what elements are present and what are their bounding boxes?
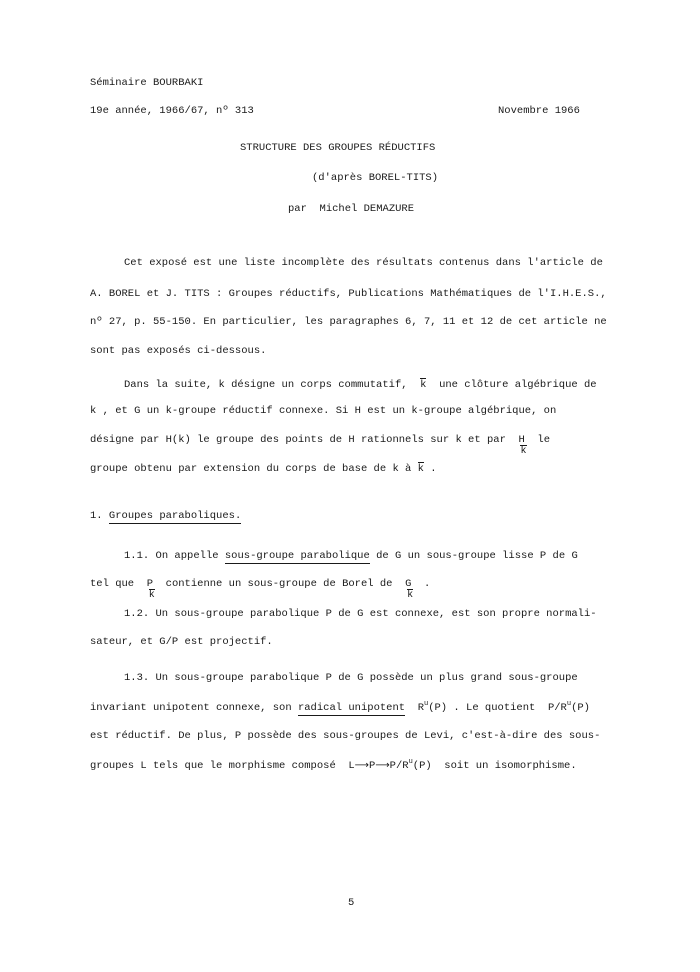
P-letter: P — [146, 578, 154, 590]
intro-line-3: nº 27, p. 55-150. En particulier, les paragraphes 6, 7, 11 et 12 de cet article ne — [90, 316, 607, 328]
author-prefix: par — [288, 203, 307, 215]
G-kbar-symbol — [405, 578, 414, 601]
author-line — [288, 203, 414, 215]
section-1-heading — [90, 510, 241, 522]
para-text: . Le quotient — [453, 702, 536, 714]
quotient-text: P/R — [389, 760, 409, 772]
issue-info: 19e année, 1966/67, nº 313 — [90, 105, 254, 117]
arrow-icon: ⟶ — [375, 760, 390, 771]
seminar-series: Séminaire BOURBAKI — [90, 77, 204, 89]
notation-line-3 — [90, 434, 551, 457]
L-letter: L — [348, 760, 355, 772]
quotient-symbol — [548, 702, 590, 714]
date: Novembre 1966 — [498, 105, 580, 117]
k-bar-symbol: k — [420, 379, 427, 391]
notation-text: Dans la suite, k désigne un corps commutatif, — [124, 379, 408, 391]
para-text: groupes L tels que le morphisme composé — [90, 760, 336, 772]
para-label: 1.1. — [124, 550, 150, 562]
para-text: On appelle — [155, 550, 219, 562]
R-letter: R — [417, 702, 424, 714]
quotient-text: P/R — [547, 702, 567, 714]
para-text: invariant unipotent connexe, son — [90, 702, 292, 714]
para-1-1-line-1 — [124, 550, 578, 562]
intro-line-4: sont pas exposés ci-dessous. — [90, 345, 267, 357]
defined-term: radical unipotent — [297, 702, 406, 714]
para-text: tel que — [90, 578, 135, 590]
para-1-2-line-2: sateur, et G/P est projectif. — [90, 636, 273, 648]
kbar-subscript: k — [148, 590, 155, 601]
document-title: STRUCTURE DES GROUPES RÉDUCTIFS — [240, 142, 436, 154]
para-text: soit un isomorphisme. — [444, 760, 577, 772]
kbar-subscript: k — [407, 590, 414, 601]
P-kbar-symbol — [146, 578, 155, 601]
intro-line-2: A. BOREL et J. TITS : Groupes réductifs, Publications Mathématiques de l'I.H.E.S., — [90, 288, 607, 300]
notation-text: . — [430, 463, 437, 475]
P-argument: (P) — [428, 702, 448, 714]
para-1-3-line-1: 1.3. Un sous-groupe parabolique P de G possède un plus grand sous-groupe — [124, 672, 578, 684]
page-number: 5 — [348, 897, 355, 909]
P-argument: (P) — [571, 702, 590, 714]
notation-text: le — [537, 434, 551, 446]
section-number: 1. — [90, 510, 103, 522]
notation-line-1 — [124, 378, 597, 391]
para-1-2-line-1: 1.2. Un sous-groupe parabolique P de G est connexe, est son propre normali- — [124, 608, 597, 620]
u-superscript: u — [408, 758, 413, 766]
para-text: contienne un sous-groupe de Borel de — [165, 578, 393, 590]
u-superscript: u — [424, 700, 429, 708]
defined-term: sous-groupe parabolique — [224, 550, 370, 562]
notation-text: désigne par H(k) le groupe des points de H rationnels sur k et par — [90, 434, 506, 446]
section-title: Groupes paraboliques. — [108, 510, 242, 522]
para-1-1-line-2 — [90, 578, 431, 601]
notation-text: une clôture algébrique de — [439, 379, 597, 391]
P-argument: (P) — [412, 760, 432, 772]
para-text: de G un sous-groupe lisse P de G — [376, 550, 578, 562]
author-name: Michel DEMAZURE — [319, 203, 415, 215]
notation-text: groupe obtenu par extension du corps de base de k à — [90, 463, 412, 475]
P-letter: P — [369, 760, 376, 772]
para-text: . — [424, 578, 431, 590]
G-letter: G — [405, 578, 412, 590]
intro-line-1: Cet exposé est une liste incomplète des résultats contenus dans l'article de — [124, 257, 603, 269]
k-bar-symbol: k — [417, 463, 424, 475]
kbar-subscript: k — [520, 446, 527, 457]
notation-line-4 — [90, 462, 437, 475]
H-letter: H — [518, 434, 525, 446]
para-1-3-line-3: est réductif. De plus, P possède des sous-groupes de Levi, c'est-à-dire des sous- — [90, 730, 601, 742]
para-1-3-line-2 — [90, 700, 590, 714]
radical-symbol — [418, 702, 447, 714]
H-kbar-symbol — [518, 434, 527, 457]
arrow-icon: ⟶ — [354, 760, 370, 771]
notation-line-2: k , et G un k-groupe réductif connexe. Si H est un k-groupe algébrique, on — [90, 405, 557, 417]
document-subtitle: (d'après BOREL-TITS) — [312, 172, 439, 184]
u-superscript: u — [566, 700, 572, 708]
para-1-3-line-4 — [90, 758, 577, 772]
